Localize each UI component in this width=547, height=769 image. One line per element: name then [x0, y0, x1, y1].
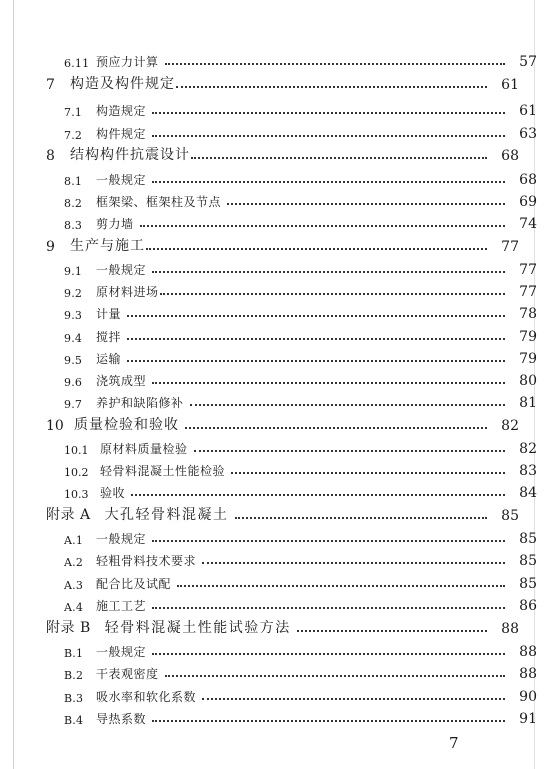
toc-entry-number: 9.2	[64, 287, 83, 300]
toc-entry-number: B.4	[64, 714, 84, 727]
toc-entry-title: 搅拌	[96, 330, 122, 344]
leader-dots	[165, 63, 505, 65]
toc-entry-number: 9	[46, 239, 55, 255]
toc-entry-title: 施工工艺	[96, 599, 147, 613]
toc-entry-a-2[interactable]	[0, 547, 547, 569]
toc-entry-number: 7.2	[64, 129, 83, 142]
leader-dots	[190, 404, 505, 406]
toc-entry-number: 10	[46, 418, 64, 434]
toc-entry-7-2[interactable]	[0, 120, 547, 142]
toc-entry-page: 85	[519, 576, 537, 592]
toc-entry-title: 原材料质量检验	[100, 442, 188, 456]
toc-entry-number: 10.3	[64, 488, 89, 501]
toc-entry-b-4[interactable]	[0, 705, 547, 727]
leader-dots	[152, 112, 505, 114]
toc-entry-title: 剪力墙	[96, 217, 134, 231]
toc-entry-page: 83	[519, 463, 537, 479]
leader-dots	[185, 427, 487, 429]
toc-entry-number: B.3	[64, 692, 84, 705]
toc-entry-page: 84	[519, 485, 537, 501]
toc-entry-page: 85	[519, 531, 537, 547]
leader-dots	[131, 494, 505, 496]
leader-dots	[152, 382, 505, 384]
leader-dots	[152, 720, 505, 722]
toc-entry-title: 构造及构件规定	[70, 76, 175, 92]
toc-entry-title: 一般规定	[96, 263, 147, 277]
toc-entry-title: 构件规定	[96, 127, 147, 141]
toc-entry-number: 9.6	[64, 376, 83, 389]
toc-entry-page: 61	[519, 103, 537, 119]
toc-entry-page: 88	[519, 666, 537, 682]
toc-entry-number: B.2	[64, 669, 84, 682]
toc-entry-number: A.2	[64, 556, 84, 569]
leader-dots	[235, 517, 487, 519]
toc-entry-page: 82	[501, 418, 519, 434]
leader-dots	[152, 271, 505, 273]
leader-dots	[191, 157, 487, 159]
toc-entry-title: 配合比及试配	[96, 577, 172, 591]
toc-entry-number: 8.2	[64, 197, 83, 210]
toc-entry-10-2[interactable]	[0, 457, 547, 479]
toc-entry-page: 77	[519, 284, 537, 300]
toc-entry-title: 浇筑成型	[96, 374, 147, 388]
leader-dots	[176, 86, 487, 88]
toc-entry-number: 附录 B	[46, 620, 91, 636]
toc-entry-a-4[interactable]	[0, 592, 547, 614]
toc-entry-number: 6.11	[64, 57, 90, 70]
toc-entry-number: 8.1	[64, 175, 83, 188]
toc-entry-9-1[interactable]	[0, 256, 547, 278]
toc-appendix-b[interactable]	[0, 615, 547, 637]
toc-entry-title: 导热系数	[96, 712, 147, 726]
leader-dots	[140, 225, 505, 227]
toc-chapter-10[interactable]	[0, 412, 547, 434]
toc-entry-10-1[interactable]	[0, 435, 547, 457]
leader-dots	[152, 540, 505, 542]
leader-dots	[152, 181, 505, 183]
toc-entry-page: 69	[519, 194, 537, 210]
toc-entry-9-4[interactable]	[0, 323, 547, 345]
toc-entry-title: 计量	[96, 307, 122, 321]
toc-entry-title: 轻粗骨料技术要求	[96, 554, 197, 568]
toc-chapter-8[interactable]	[0, 142, 547, 164]
toc-entry-b-2[interactable]	[0, 660, 547, 682]
toc-chapter-9[interactable]	[0, 233, 547, 255]
toc-entry-number: 9.3	[64, 309, 83, 322]
toc-entry-number: 9.1	[64, 265, 83, 278]
toc-entry-8-2[interactable]	[0, 188, 547, 210]
toc-entry-b-1[interactable]	[0, 638, 547, 660]
leader-dots	[152, 607, 505, 609]
toc-entry-title: 吸水率和软化系数	[96, 690, 197, 704]
toc-entry-page: 80	[519, 373, 537, 389]
toc-entry-number: 10.2	[64, 466, 89, 479]
toc-entry-page: 85	[519, 553, 537, 569]
toc-entry-title: 一般规定	[96, 645, 147, 659]
toc-entry-number: 9.5	[64, 354, 83, 367]
toc-entry-title: 轻骨料混凝土性能检验	[100, 464, 226, 478]
toc-entry-number: 10.1	[64, 444, 89, 457]
toc-entry-title: 预应力计算	[96, 55, 159, 69]
toc-entry-page: 78	[519, 306, 537, 322]
toc-entry-a-3[interactable]	[0, 570, 547, 592]
toc-entry-a-1[interactable]	[0, 525, 547, 547]
toc-entry-title: 原材料进场	[96, 285, 159, 299]
toc-chapter-7[interactable]	[0, 71, 547, 93]
toc-entry-title: 质量检验和验收	[74, 417, 179, 433]
toc-entry-page: 63	[519, 126, 537, 142]
toc-appendix-a[interactable]	[0, 502, 547, 524]
leader-dots	[177, 585, 505, 587]
toc-entry-title: 轻骨料混凝土性能试验方法	[104, 620, 291, 636]
toc-entry-8-1[interactable]	[0, 166, 547, 188]
toc-entry-number: 附录 A	[46, 507, 91, 523]
toc-entry-page: 74	[519, 216, 537, 232]
toc-entry-title: 一般规定	[96, 173, 147, 187]
toc-entry-page: 85	[501, 508, 519, 524]
toc-entry-number: 7	[46, 77, 55, 93]
toc-entry-page: 90	[519, 689, 537, 705]
toc-entry-8-3[interactable]	[0, 210, 547, 232]
toc-entry-9-7[interactable]	[0, 389, 547, 411]
toc-entry-title: 结构构件抗震设计	[70, 147, 190, 163]
toc-entry-number: 9.7	[64, 398, 83, 411]
toc-entry-title: 框架梁、框架柱及节点	[96, 195, 222, 209]
toc-entry-page: 77	[519, 262, 537, 278]
toc-entry-page: 79	[519, 329, 537, 345]
toc-entry-page: 77	[501, 239, 519, 255]
toc-entry-number: 7.1	[64, 106, 83, 119]
toc-entry-9-2[interactable]	[0, 278, 547, 300]
leader-dots	[152, 135, 505, 137]
toc-entry-number: A.4	[64, 601, 84, 614]
toc-entry-page: 68	[519, 172, 537, 188]
toc-entry-page: 82	[519, 441, 537, 457]
toc-entry-title: 干表观密度	[96, 667, 159, 681]
toc-entry-9-5[interactable]	[0, 345, 547, 367]
toc-entry-page: 57	[519, 54, 537, 70]
toc-entry-9-6[interactable]	[0, 367, 547, 389]
leader-dots	[160, 293, 505, 295]
leader-dots	[127, 315, 505, 317]
toc-entry-number: A.1	[64, 534, 84, 547]
toc-entry-b-3[interactable]	[0, 683, 547, 705]
leader-dots	[231, 472, 505, 474]
toc-entry-title: 一般规定	[96, 532, 147, 546]
toc-entry-page: 61	[501, 77, 519, 93]
toc-entry-number: B.1	[64, 647, 84, 660]
toc-entry-title: 大孔轻骨料混凝土	[104, 507, 229, 523]
toc-entry-title: 生产与施工	[70, 238, 145, 254]
leader-dots	[152, 653, 505, 655]
toc-entry-number: 9.4	[64, 332, 83, 345]
leader-dots	[146, 248, 487, 250]
leader-dots	[165, 675, 505, 677]
toc-entry-title: 养护和缺陷修补	[96, 396, 184, 410]
toc-entry-9-3[interactable]	[0, 300, 547, 322]
toc-entry-title: 构造规定	[96, 104, 147, 118]
leader-dots	[127, 360, 505, 362]
toc-entry-page: 86	[519, 598, 537, 614]
leader-dots	[202, 698, 505, 700]
toc-entry-10-3[interactable]	[0, 479, 547, 501]
page-number: 7	[449, 734, 459, 752]
toc-entry-6-11[interactable]	[0, 48, 547, 70]
toc-entry-title: 运输	[96, 352, 122, 366]
toc-entry-number: A.3	[64, 579, 84, 592]
toc-entry-page: 68	[501, 148, 519, 164]
leader-dots	[194, 450, 505, 452]
toc-entry-page: 88	[501, 621, 519, 637]
toc-entry-page: 79	[519, 351, 537, 367]
toc-entry-page: 81	[519, 395, 537, 411]
leader-dots	[127, 338, 505, 340]
leader-dots	[297, 630, 487, 632]
toc-entry-page: 91	[519, 711, 537, 727]
toc-entry-number: 8	[46, 148, 55, 164]
toc-entry-page: 88	[519, 644, 537, 660]
toc-entry-title: 验收	[100, 486, 126, 500]
toc-entry-7-1[interactable]	[0, 97, 547, 119]
leader-dots	[202, 562, 505, 564]
toc-entry-number: 8.3	[64, 219, 83, 232]
leader-dots	[227, 203, 505, 205]
